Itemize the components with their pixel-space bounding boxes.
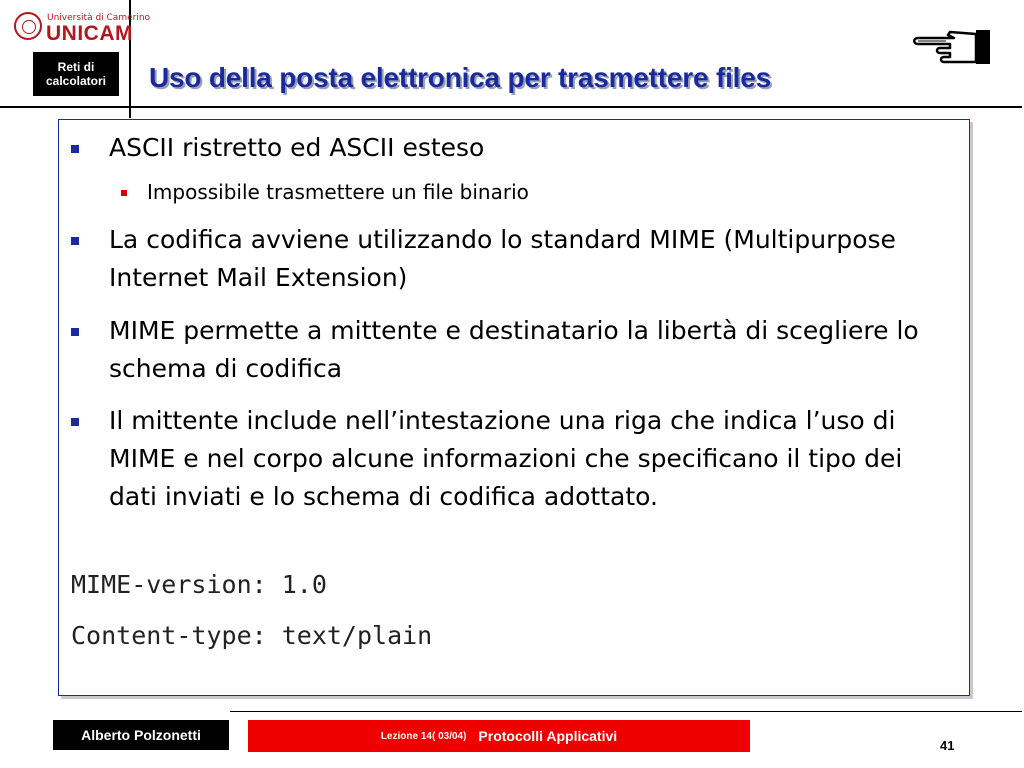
- sub-bullet-square-icon: [121, 190, 127, 196]
- bullet-text: MIME permette a mittente e destinatario la libertà di scegliere lo schema di codifica: [109, 316, 919, 383]
- bullet-text: Il mittente include nell’intestazione una riga che indica l’uso di MIME e nel corpo alcune informazioni che specificano il tipo dei dati inviati e lo schema di codifica adottato.: [109, 406, 903, 511]
- bullet-square-icon: [71, 418, 79, 426]
- footer-topic: Protocolli Applicativi: [478, 728, 618, 744]
- footer-author: Alberto Polzonetti: [53, 720, 229, 750]
- slide-title: Uso della posta elettronica per trasmettere files: [149, 62, 771, 93]
- bullet-text: ASCII ristretto ed ASCII esteso: [109, 133, 485, 162]
- university-small-name: Università di Camerino: [47, 13, 151, 23]
- bullet-item: [109, 402, 949, 516]
- bullet-text: La codifica avviene utilizzando lo standard MIME (Multipurpose Internet Mail Extension): [109, 225, 896, 292]
- bullet-square-icon: [71, 328, 79, 336]
- university-seal-icon: [14, 12, 42, 40]
- page-number: 41: [940, 738, 955, 753]
- code-line: Content-type: text/plain: [71, 621, 433, 650]
- university-name: UNICAM: [46, 22, 133, 45]
- bullet-square-icon: [71, 145, 79, 153]
- footer-rule: [230, 711, 1022, 712]
- bullet-item: [109, 129, 949, 167]
- header-horizontal-rule: [0, 106, 1022, 108]
- content-box: [58, 119, 970, 696]
- course-label: Reti di calcolatori: [33, 52, 119, 96]
- bullet-item: [109, 312, 949, 388]
- bullet-square-icon: [71, 237, 79, 245]
- code-line: MIME-version: 1.0: [71, 570, 327, 599]
- sub-bullet-text: Impossibile trasmettere un file binario: [147, 180, 529, 204]
- sub-bullet-item: [147, 178, 947, 206]
- pointing-hand-icon: [910, 26, 992, 68]
- footer-lesson: Lezione 14( 03/04): [380, 730, 467, 742]
- university-logo: [14, 10, 151, 46]
- footer-lesson-bar: [248, 720, 750, 752]
- bullet-item: [109, 221, 949, 297]
